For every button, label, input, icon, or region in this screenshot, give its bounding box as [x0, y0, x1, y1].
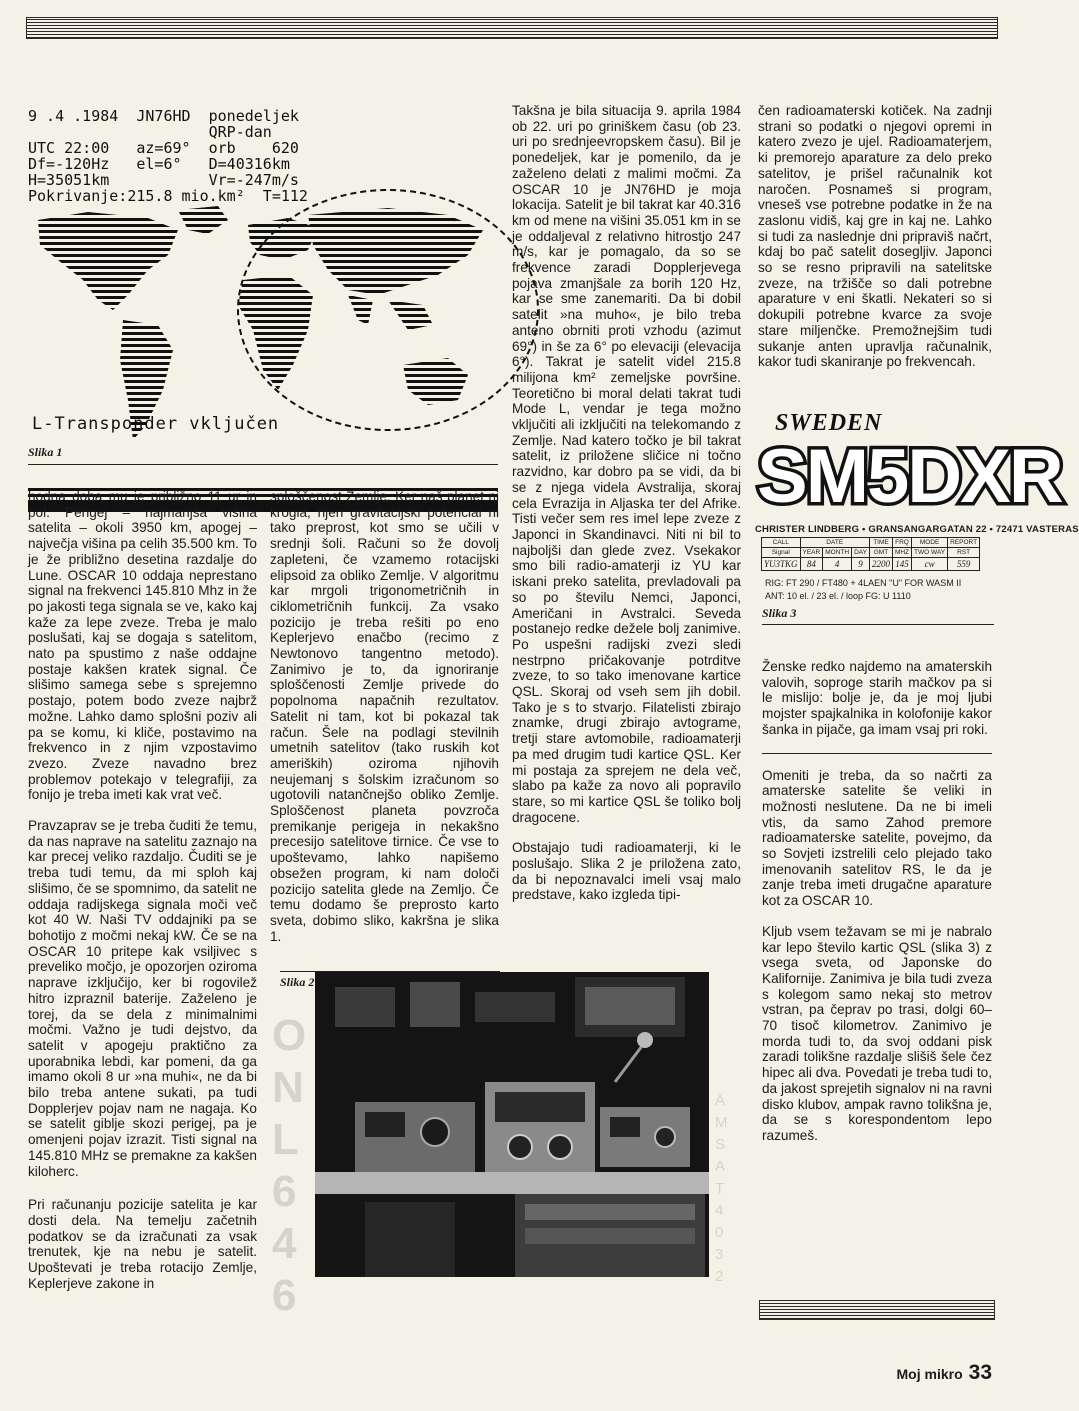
qsl-value-cell: 4: [823, 558, 852, 571]
figure-1-screen: [28, 100, 498, 445]
figure-1-rule: [28, 464, 498, 465]
screen-line: UTC 22:00 az=69° orb 620: [28, 139, 299, 157]
paragraph: Kljub vsem težavam se mi je nabralo kar lepo število kartic QSL (slika 3) z vsega sveta, od Japonske do Kalifornije. Zanimiva je bila tudi zveza s kolegom samo nekaj sto metrov vstran, pa čeprav po trasi, dolgi 60–70 tisoč kilometrov. Zanimivo je morda tudi to, da svoj oddani pisk zaradi tolikšne razdalje slišiš šele čez hipec ali dva. Povedati je treba tudi to, da jakost sprejetih signalov ni na ravni disko klubov, ampak ravno tolikšna je, da se s korespondentom lepo razumeš.: [762, 923, 992, 1143]
qsl-value-cell: YU3TKG: [762, 558, 801, 571]
divider: [762, 753, 992, 754]
figure-3-caption: Slika 3: [762, 606, 797, 620]
figure-3-qsl-card: [755, 410, 1079, 601]
paragraph: sploščenost Zemlje. Ker naš planet ni krogla, njen gravitacijski potencial ni tako preprost, kot smo se učili v srednji šoli. Računi so že dovolj zapleteni, če vzamemo rotacijski elipsoid za obliko Zemlje. V algoritmu kar mrgoli trigonometričnih in ciklometričnih funkcij. Za vsako pozicijo je treba rešiti po eno Keplerjevo enačbo (recimo z Newtonovo tangentno metodo). Zanimivo je to, da ignoriranje sploščenosti Zemlje privede do popolnoma napačnih rezultatov. Satelit ni tam, kot bi pokazal tak račun. Šele na podlagi stevilnih umetnih satelitov (tako ruskih kot ameriških) oziroma njihovih neujemanj s šolskim izračunom so ugotovili natančnejšo obliko Zemlje. Sploščenost planeta povzroča premikanje perigeja in nekakšno precesijo satelitove tirnice. Če vse to upoštevamo, lahko napišemo obsežen program, ki nam določi pozicijo satelita glede na Zemljo. Če temu dodamo še preprosto karto sveta, dobimo sliko, kakršna je slika 1.: [270, 489, 499, 944]
qsl-header-cell: TIME: [869, 538, 892, 548]
qsl-header-cell: DATE: [800, 538, 869, 548]
qsl-header-cell: REPORT: [948, 538, 980, 548]
paragraph: Pri računanju pozicije satelita je kar dosti dela. Na temelju začetnih podatkov se da izračunati za vsak trenutek, kje na nebu je satelit. Upoštevati je treba rotacijo Zemlje, Keplerjeve zakone in: [28, 1197, 257, 1291]
qsl-sub-cell: GMT: [869, 548, 892, 558]
screen-line: QRP-dan: [28, 123, 272, 141]
paragraph: čen radioamaterski kotiček. Na zadnji strani so podatki o njegovi opremi in katero zvezo je ujel. Radioamaterjem, ki premorejo aparature za delo preko satelitov, je prišel računalnik kot naročen. Posnameš si program, vneseš vse potrebne podatke in že na zaslonu vidiš, kaj gre in kaj ne. Lahko si tudi za naslednje dni pripraviš načrt, kdaj bo pač satelit dosegljiv. Japonci so se resno pripravili na satelitske zveze, na tržišče so dali potrebne aparature v eni škatli. Nekateri so si dokupili potrebne kvarce za svoje stare miljenčke. Premožnejšim tudi sukanje anten upravlja računalnik, kakor tudi skaniranje po frekvencah.: [758, 103, 992, 370]
screen-line: H=35051km Vr=-247m/s: [28, 171, 299, 189]
paragraph: hodna doba mu je približno 11 ur in pol. Perigej – najmanjša višina satelita – okoli 3950 km, apogej – največja višina pa celih 35.500 km. To je že približno desetina razdalje do Lune. OSCAR 10 oddaja neprestano signal na frekvenci 145.810 Mhz in že po jakosti tega signala se ve, kako kaj kaže za lepe zveze. Treba je malo poslušati, kaj se dogaja s satelitom, nato pa spustimo z naše oddajne postaje kakšen kratek signal. Če slišimo samega sebe s sprejemno postajo, potem bodo zveze najbrž možne. Lahko damo splošni poziv ali pa se komu, ki kliče, postavimo na frekvenco in z njim vzpostavimo zvezo. Zveze navadno brez problemov potekajo v telegrafiji, za fonijo je treba imeti kak vrat več.: [28, 489, 257, 803]
paragraph: Takšna je bila situacija 9. aprila 1984 ob 22. uri po griniškem času (ob 23. uri po srednjeevropskem času). Bil je ponedeljek, kar je pomenilo, da je zaželeno delati z malimi močmi. Za OSCAR 10 je JN76HD je moja lokacija. Satelit je bil takrat kar 40.316 km od mene na višini 35.051 km in se je oddaljeval z relativno hitrostjo 247 m/s, kar je pomagalo, da so se frekvence zaradi Dopplerjevega pojava zmanjšale za borih 120 Hz, kar se sme zanemariti. Da bi dobil satelit »na muho«, je bilo treba anteno obrniti proti vzhodu (azimut 69°) in še za 6° po elevaciji (elevacija 6°). Takrat je satelit videl 215.8 milijona km² zemeljske površine. Teoretično bi moral delati takrat tudi Mode L, vendar je tega možno vključiti ali izključiti na telekomando z Zemlje. Nad katero točko je bil takrat satelit, iz priložene sličice ni točno razvidno, kar dobro pa se vidi, da bi se z njega videla Avstralija, skoraj cela Evrazija in Aljaska ter del Afrike. Tisti večer sem res imel lepe zveze z Japonci in Skandinavci. Niti ni bil to najboljši dan glede zvez. Vsekakor smo bili radio-amaterji iz YU kar iskani preko satelita, prevladovali pa so po številu Nemci, Japonci, Američani in Avstralci. Seveda postanejo redke dežele bolj zanimive. Po uspešni radijski zvezi sledi nestrpno pričakovanje potrditve zveze, to so tako imenovane kartice QSL. Skoraj od vseh sem jih dobil. Tako je s to stvarjo. Filatelisti zbirajo znamke, drugi zbirajo avtograme, tretji stare avtomobile, radioamaterji pa med drugim tudi kartice QSL. Ker mi postaja za sprejem ne dela več, slabo pa kaže za novo ali popravilo stare, so mi kartice QSL še toliko bolj dragocene.: [512, 103, 741, 825]
screen-line: Pokrivanje:215.8 mio.km² T=112: [28, 187, 308, 205]
ghost-text-right: AMSAT 4032: [715, 1092, 728, 1285]
text-column-4-top: [758, 103, 992, 385]
paragraph: Obstajajo tudi radioamaterji, ki le poslušajo. Slika 2 je priložena zato, da bi nepoznavalci imeli vsaj malo predstave, kako izgleda tipi-: [512, 840, 741, 903]
screen-line: 9 .4 .1984 JN76HD ponedeljek: [28, 107, 299, 125]
paragraph: Ženske redko najdemo na amaterskih valovih, soproge starih mačkov pa si le mislijo: bolje je, da je moj ljubi mojster spajkalnika in kolofonije kakor šanka in pijače, ga imam vsaj pri roki.: [762, 659, 992, 737]
page-folio: [897, 1361, 992, 1385]
qsl-value-cell: 2200: [869, 558, 892, 571]
qsl-callsign: SM5DXR: [757, 434, 1062, 519]
qsl-table: [761, 537, 980, 571]
page-number: 33: [968, 1361, 992, 1384]
qsl-header-cell: FRQ: [892, 538, 911, 548]
text-column-4-bottom: [762, 659, 992, 1159]
ghost-text-left: ONL646: [272, 1011, 307, 1320]
qsl-sub-cell: RST: [948, 548, 980, 558]
screen-line: Df=-120Hz el=6° D=40316km: [28, 155, 290, 173]
paragraph: Omeniti je treba, da so načrti za amaterske satelite še veliki in možnosti neslutene. Da ne bi imeli vtis, da samo Zahod premore radioamaterske satelite, povejmo, da so Sovjeti izstrelili celo plejado tako imenovanih satelitov RS, le da je zanje treba imeti drugačne aparature kot za OSCAR 10.: [762, 767, 992, 909]
qsl-sub-cell: MHZ: [892, 548, 911, 558]
qsl-value-cell: 9: [852, 558, 870, 571]
qsl-value-cell: 84: [800, 558, 823, 571]
qsl-country: SWEDEN: [775, 410, 883, 436]
text-column-1: [28, 489, 257, 1306]
text-column-3: [512, 103, 741, 918]
footer-bar: [759, 1300, 995, 1320]
qsl-ant: ANT: 10 el. / 23 el. / loop FG: U 1110: [765, 591, 911, 601]
figure-2-photo: [315, 972, 709, 1277]
qsl-sub-cell: Signal: [762, 548, 801, 558]
transponder-status: L-Transponder vključen: [32, 414, 280, 434]
qsl-sub-cell: YEAR: [800, 548, 823, 558]
qsl-sub-cell: DAY: [852, 548, 870, 558]
qsl-header-cell: CALL: [762, 538, 801, 548]
qsl-value-cell: 145: [892, 558, 911, 571]
world-map: [28, 200, 498, 515]
radio-shack-photo: [315, 972, 709, 1277]
qsl-value-cell: 559: [948, 558, 980, 571]
magazine-name: Moj mikro: [896, 1366, 963, 1382]
figure-1-caption: Slika 1: [28, 445, 63, 459]
qsl-value-cell: cw: [912, 558, 948, 571]
header-bar: [26, 17, 998, 39]
qsl-sub-cell: TWO WAY: [912, 548, 948, 558]
figure-2-caption: Slika 2: [280, 975, 315, 989]
qsl-header-cell: MODE: [912, 538, 948, 548]
qsl-sub-cell: MONTH: [823, 548, 852, 558]
paragraph: Pravzaprav se je treba čuditi že temu, da nas naprave na satelitu zaznajo na kar precej veliko razdaljo. Čuditi se je treba tudi temu, da mi sploh kaj slišimo, če se spomnimo, da satelit ne oddaja radijskega signala moči več kot 40 W. Naši TV oddajniki pa se bohotijo z močmi nekaj kW. Če se na OSCAR 10 pritepe kak vsiljivec s preveliko močjo, je opozorjen oziroma naprave izključijo, ker bi rogovilež hitro izpraznil baterije. Zaželeno je torej, da se dela z minimalnimi močmi. Važno je tudi dejstvo, da satelit v apogeju praktično za uporabnika lebdi, kar pomeni, da ga imamo okoli 8 ur »na muhi«, ne da bi bilo treba antene sukati, pa tudi Dopplerjev pojav nam ne nagaja. Ko se satelit giblje skozi perigej, pa je omenjeni pojav izrazit. Tisti signal na 145.810 MHz se premakne za kakšen kiloherc.: [28, 818, 257, 1179]
text-column-2: [270, 489, 499, 959]
qsl-rig: RIG: FT 290 / FT480 + 4LAEN "U" FOR WASM II: [765, 578, 962, 588]
qsl-address: CHRISTER LINDBERG • GRANSANGARGATAN 22 • 72471 VASTERAS: [755, 524, 1079, 535]
figure-3-rule: [762, 624, 994, 625]
